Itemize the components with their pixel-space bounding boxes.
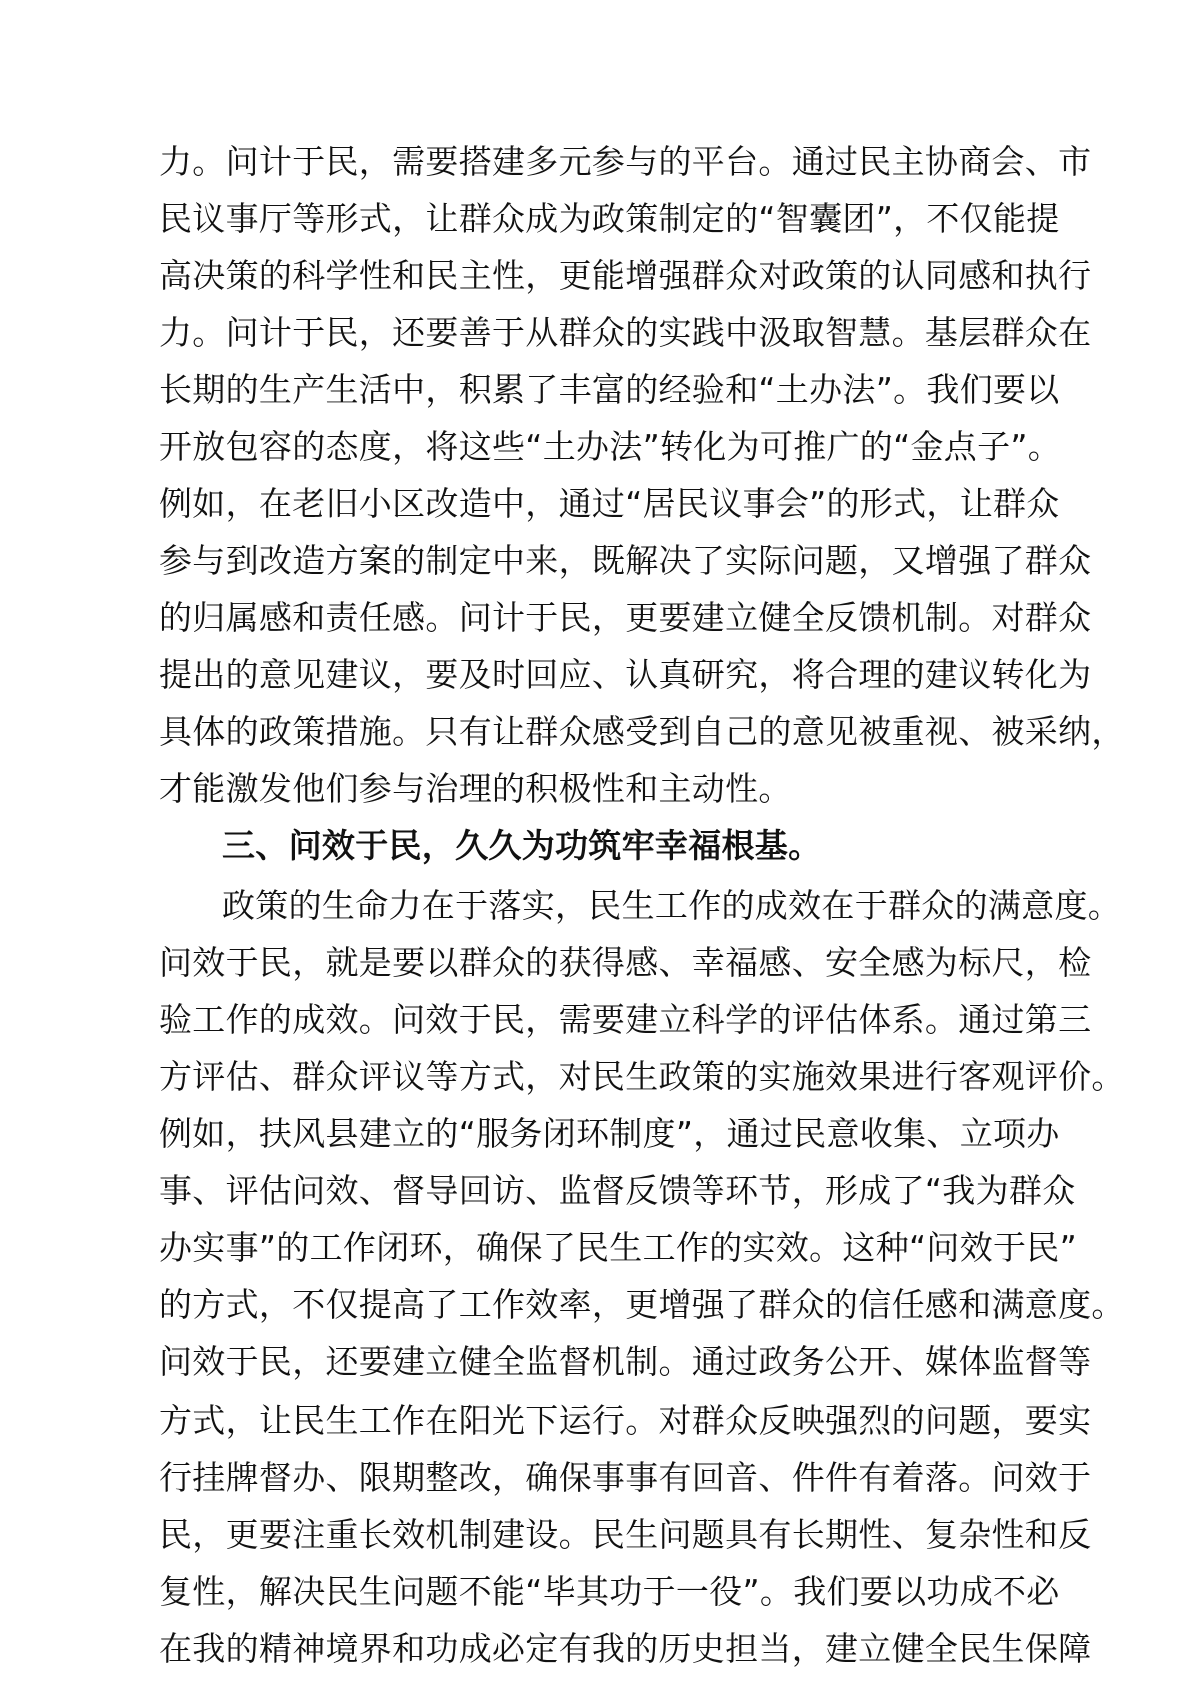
paragraph-line: 复性，解决民生问题不能“毕其功于一役”。我们要以功成不必 [159,1572,1060,1611]
paragraph-line: 办实事”的工作闭环，确保了民生工作的实效。这种“问效于民” [159,1228,1077,1267]
paragraph-line: 参与到改造方案的制定中来，既解决了实际问题，又增强了群众 [159,541,1092,580]
paragraph-line: 开放包容的态度，将这些“土办法”转化为可推广的“金点子”。 [159,427,1062,466]
paragraph-line: 在我的精神境界和功成必定有我的历史担当，建立健全民生保障 [159,1629,1092,1668]
paragraph-line: 验工作的成效。问效于民，需要建立科学的评估体系。通过第三 [159,1000,1092,1039]
paragraph-line: 民，更要注重长效机制建设。民生问题具有长期性、复杂性和反 [159,1515,1092,1554]
paragraph-line: 长期的生产生活中，积累了丰富的经验和“土办法”。我们要以 [159,370,1060,409]
paragraph-line: 的归属感和责任感。问计于民，更要建立健全反馈机制。对群众 [159,598,1092,637]
paragraph-line: 高决策的科学性和民主性，更能增强群众对政策的认同感和执行 [159,256,1092,295]
paragraph-line: 政策的生命力在于落实，民生工作的成效在于群众的满意度。 [222,886,1122,925]
paragraph-line: 事、评估问效、督导回访、监督反馈等环节，形成了“我为群众 [159,1171,1076,1210]
paragraph-line: 方评估、群众评议等方式，对民生政策的实施效果进行客观评价。 [159,1057,1125,1096]
paragraph-line: 提出的意见建议，要及时回应、认真研究，将合理的建议转化为 [159,655,1092,694]
paragraph-line: 民议事厅等形式，让群众成为政策制定的“智囊团”，不仅能提 [159,199,1060,238]
paragraph-line: 行挂牌督办、限期整改，确保事事有回音、件件有着落。问效于 [159,1458,1092,1497]
paragraph-line: 问效于民，就是要以群众的获得感、幸福感、安全感为标尺，检 [159,943,1092,982]
paragraph-line: 方式，让民生工作在阳光下运行。对群众反映强烈的问题，要实 [159,1401,1092,1440]
paragraph-line: 问效于民，还要建立健全监督机制。通过政务公开、媒体监督等 [159,1342,1092,1381]
paragraph-line: 力。问计于民，需要搭建多元参与的平台。通过民主协商会、市 [159,142,1092,181]
section-heading: 三、问效于民，久久为功筑牢幸福根基。 [222,826,822,865]
paragraph-line: 具体的政策措施。只有让群众感受到自己的意见被重视、被采纳， [159,712,1125,751]
paragraph-line: 例如，扶风县建立的“服务闭环制度”，通过民意收集、立项办 [159,1114,1060,1153]
paragraph-line: 才能激发他们参与治理的积极性和主动性。 [159,769,792,808]
paragraph-line: 的方式，不仅提高了工作效率，更增强了群众的信任感和满意度。 [159,1285,1125,1324]
paragraph-line: 力。问计于民，还要善于从群众的实践中汲取智慧。基层群众在 [159,313,1092,352]
paragraph-line: 例如，在老旧小区改造中，通过“居民议事会”的形式，让群众 [159,484,1060,523]
